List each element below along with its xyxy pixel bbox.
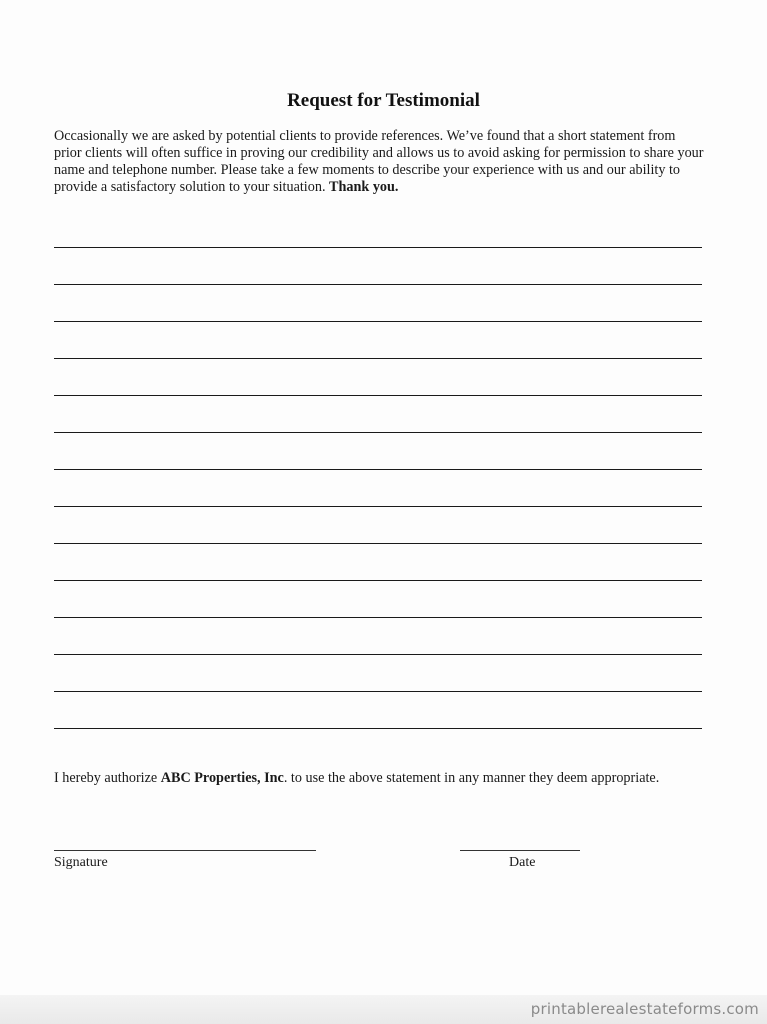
writing-line[interactable]: [54, 543, 702, 544]
signature-label: Signature: [54, 855, 108, 870]
authorization-prefix: I hereby authorize: [54, 770, 161, 786]
writing-line[interactable]: [54, 321, 702, 322]
intro-paragraph: [54, 128, 706, 196]
writing-line[interactable]: [54, 691, 702, 692]
writing-line[interactable]: [54, 358, 702, 359]
authorization-suffix: . to use the above statement in any manner they deem appropriate.: [283, 770, 660, 786]
writing-line[interactable]: [54, 284, 702, 285]
site-watermark: printablerealestateforms.com: [530, 1000, 759, 1018]
writing-line[interactable]: [54, 728, 702, 729]
date-label: Date: [509, 855, 536, 870]
writing-line[interactable]: [54, 469, 702, 470]
date-line[interactable]: [460, 850, 580, 851]
document-title: Request for Testimonial: [287, 90, 480, 111]
writing-line[interactable]: [54, 654, 702, 655]
intro-text: Occasionally we are asked by potential clients to provide references. We’ve found that a short statement from prior clients will often suffice in proving our credibility and allows us to avoid asking for permission to share your name and telephone number. Please take a few moments to describe your experience with us and our ability to provide a satisfactory solution to your situation.: [54, 128, 704, 195]
writing-line[interactable]: [54, 506, 702, 507]
signature-line[interactable]: [54, 850, 316, 851]
writing-line[interactable]: [54, 432, 702, 433]
authorization-statement: [54, 769, 714, 787]
intro-closing: Thank you.: [329, 179, 399, 195]
writing-line[interactable]: [54, 617, 702, 618]
company-name: ABC Properties, Inc: [160, 770, 284, 786]
writing-line[interactable]: [54, 395, 702, 396]
writing-line[interactable]: [54, 580, 702, 581]
writing-line[interactable]: [54, 247, 702, 248]
